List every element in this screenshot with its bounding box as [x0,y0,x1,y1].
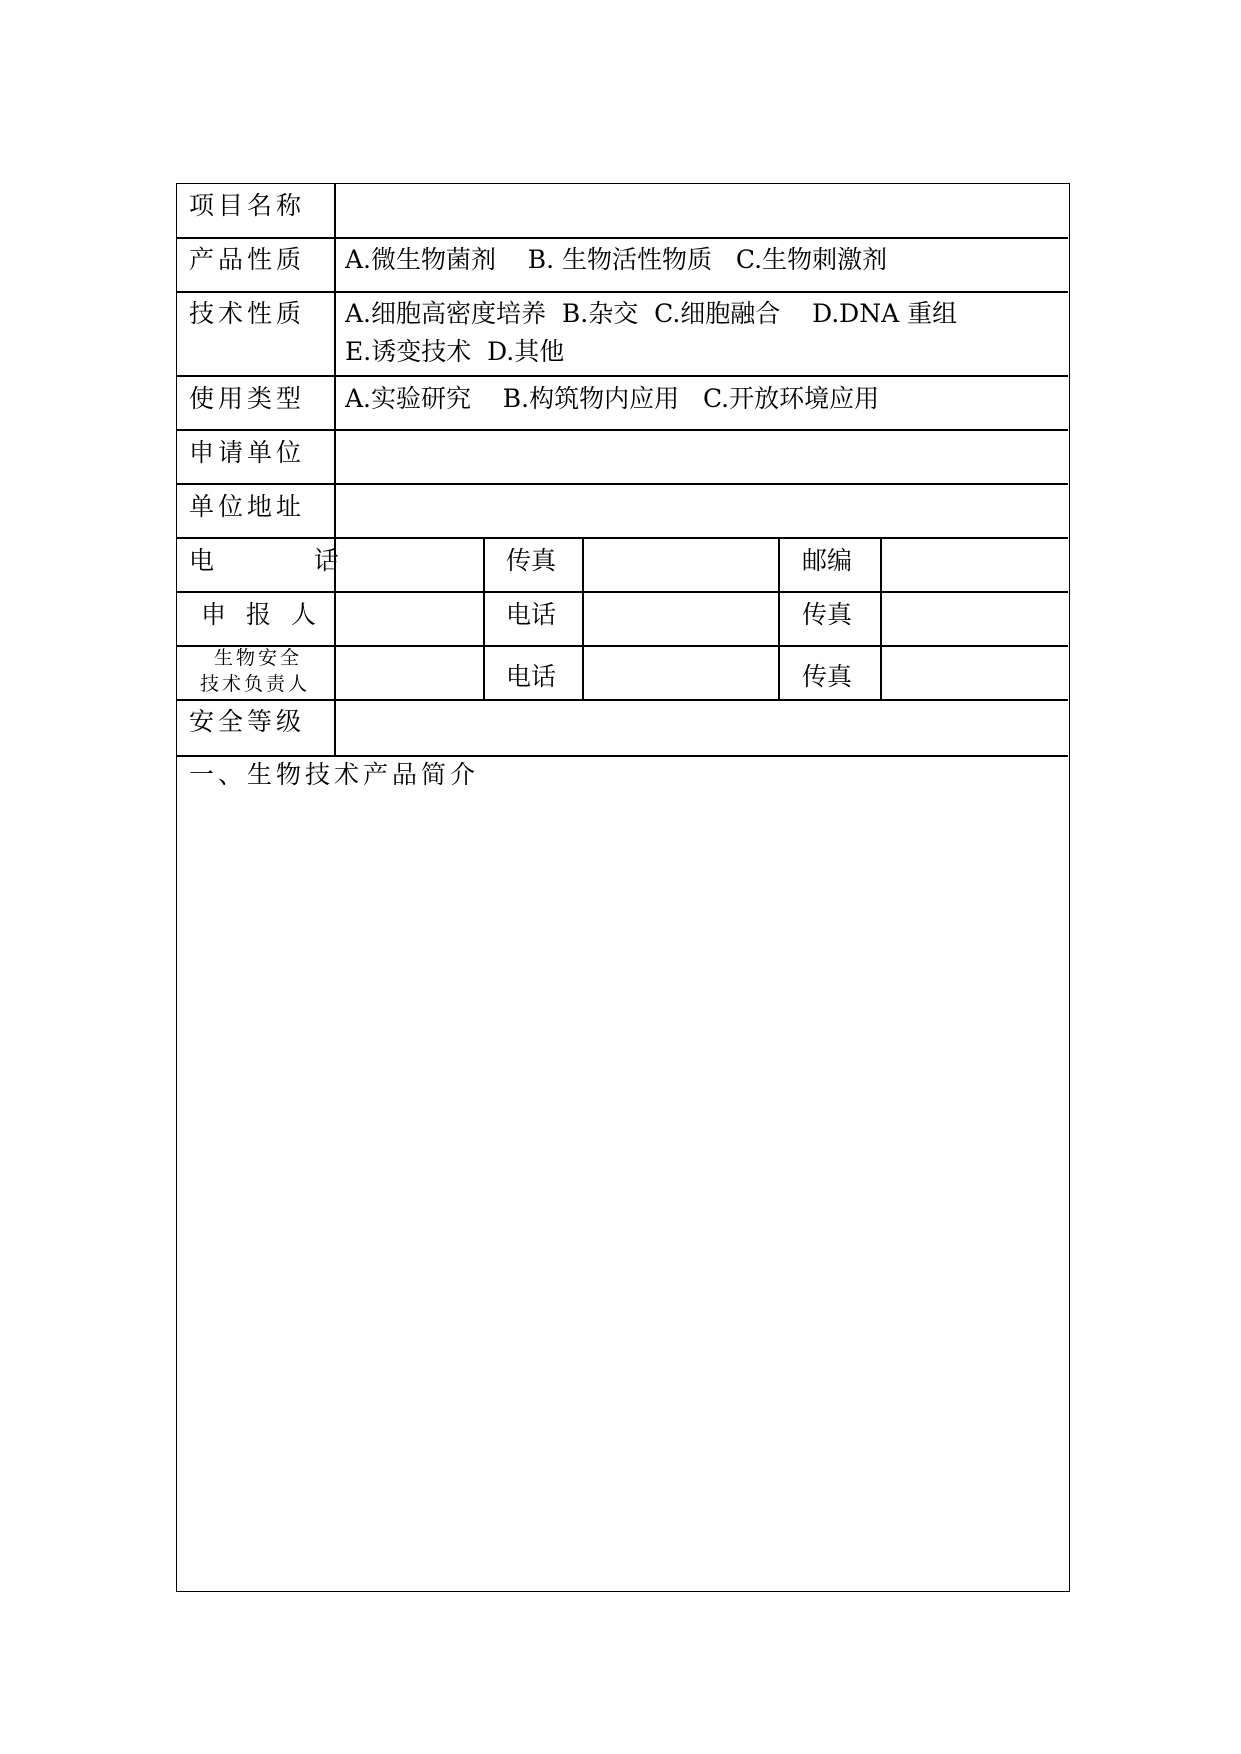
reporter-phone-field[interactable] [585,593,777,645]
safety-level-label: 安全等级 [189,707,306,736]
biosafety-fax-field[interactable] [883,647,1068,699]
section-one-title: 一、生物技术产品简介 [189,760,480,789]
safety-level-field[interactable] [337,701,1068,755]
biosafety-label-line2: 技术负责人 [200,673,311,695]
project-name-field[interactable] [337,184,1068,237]
reporter-label: 申 报 人 [201,600,322,629]
product-nature-options[interactable]: A.微生物菌剂 B. 生物活性物质 C.生物刺激剂 [345,245,888,274]
biosafety-phone-field[interactable] [585,647,777,699]
row-divider [177,375,1068,377]
tech-nature-options-line2[interactable]: E.诱变技术 D.其他 [345,337,565,366]
phone-field[interactable] [337,539,482,591]
biosafety-phone-label: 电话 [506,662,557,691]
reporter-fax-field[interactable] [883,593,1068,645]
tech-nature-options-line1[interactable]: A.细胞高密度培养 B.杂交 C.细胞融合 D.DNA 重组 [345,299,958,328]
column-divider [778,537,780,701]
postcode-label: 邮编 [802,546,853,575]
reporter-fax-label: 传真 [802,600,853,629]
product-nature-label: 产品性质 [189,245,306,274]
usage-type-label: 使用类型 [189,384,306,413]
row-divider [177,237,1068,239]
unit-address-field[interactable] [337,485,1068,537]
section-one-body-field[interactable] [177,796,1068,1590]
usage-type-options[interactable]: A.实验研究 B.构筑物内应用 C.开放环境应用 [345,384,880,413]
applicant-unit-field[interactable] [337,431,1068,483]
unit-address-label: 单位地址 [189,492,306,521]
project-name-label: 项目名称 [189,191,306,220]
postcode-field[interactable] [883,539,1068,591]
applicant-unit-label: 申请单位 [189,438,306,467]
column-divider [880,537,882,701]
phone-label-text: 电 话 [189,546,367,575]
fax-field[interactable] [585,539,777,591]
biosafety-label-line1: 生物安全 [214,647,303,669]
biosafety-name-field[interactable] [337,647,482,699]
column-divider [334,184,336,755]
biosafety-fax-label: 传真 [802,662,853,691]
phone-label [189,542,367,580]
column-divider [483,537,485,701]
reporter-phone-label: 电话 [506,600,557,629]
column-divider [582,537,584,701]
tech-nature-label: 技术性质 [189,299,306,328]
application-form-table [176,183,1070,1592]
fax-label: 传真 [506,546,557,575]
reporter-name-field[interactable] [337,593,482,645]
row-divider [177,291,1068,293]
